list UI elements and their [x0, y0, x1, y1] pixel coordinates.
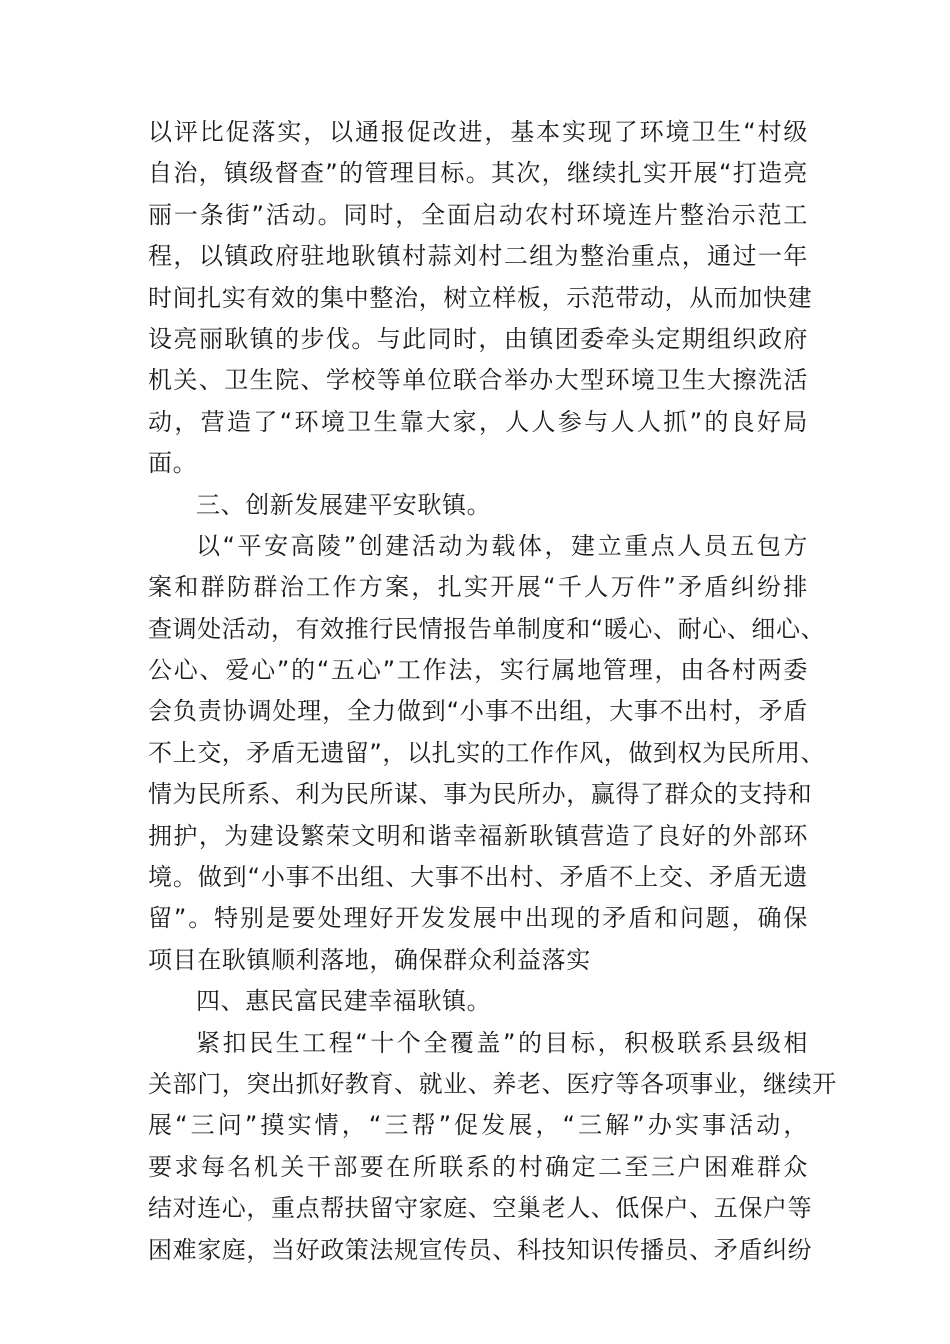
- text-line: 自治，镇级督查”的管理目标。其次，继续扎实开展“打造亮: [148, 159, 808, 188]
- text-line: 展“三问”摸实情，“三帮”促发展，“三解”办实事活动，: [148, 1111, 808, 1140]
- text-line: 设亮丽耿镇的步伐。与此同时，由镇团委牵头定期组织政府: [148, 324, 808, 353]
- text-line: 拥护，为建设繁荣文明和谐幸福新耿镇营造了良好的外部环: [148, 821, 808, 850]
- text-line: 关部门，突出抓好教育、就业、养老、医疗等各项事业，继续开: [148, 1069, 837, 1098]
- text-line: 程，以镇政府驻地耿镇村蒜刘村二组为整治重点，通过一年: [148, 242, 808, 271]
- text-line: 结对连心，重点帮扶留守家庭、空巢老人、低保户、五保户等: [148, 1194, 813, 1223]
- text-line: 时间扎实有效的集中整治，树立样板，示范带动，从而加快建: [148, 283, 813, 312]
- text-line: 以“平安高陵”创建活动为载体，建立重点人员五包方: [196, 531, 808, 560]
- text-line: 以评比促落实，以通报促改进，基本实现了环境卫生“村级: [148, 118, 808, 146]
- text-line: 困难家庭，当好政策法规宣传员、科技知识传播员、矛盾纠纷: [148, 1235, 813, 1264]
- text-line: 动，营造了“环境卫生靠大家，人人参与人人抓”的良好局: [148, 407, 808, 436]
- text-line: 紧扣民生工程“十个全覆盖”的目标，积极联系县级相: [196, 1028, 808, 1057]
- text-line: 会负责协调处理，全力做到“小事不出组，大事不出村，矛盾: [148, 697, 808, 726]
- text-line: 境。做到“小事不出组、大事不出村、矛盾不上交、矛盾无遗: [148, 863, 808, 892]
- text-line: 查调处活动，有效推行民情报告单制度和“暖心、耐心、细心、: [148, 614, 826, 643]
- text-line: 项目在耿镇顺利落地，确保群众利益落实: [148, 945, 591, 974]
- text-line: 案和群防群治工作方案，扎实开展“千人万件”矛盾纠纷排: [148, 573, 808, 602]
- text-line: 公心、爱心”的“五心”工作法，实行属地管理，由各村两委: [148, 656, 808, 685]
- text-line: 丽一条街”活动。同时，全面启动农村环境连片整治示范工: [148, 200, 808, 229]
- text-line: 情为民所系、利为民所谋、事为民所办，赢得了群众的支持和: [148, 780, 813, 809]
- text-line: 要求每名机关干部要在所联系的村确定二至三户困难群众: [148, 1152, 808, 1181]
- text-line: 机关、卫生院、学校等单位联合举办大型环境卫生大擦洗活: [148, 366, 808, 395]
- text-line: 留”。特别是要处理好开发发展中出现的矛盾和问题，确保: [148, 904, 808, 933]
- text-line: 三、创新发展建平安耿镇。: [196, 490, 492, 519]
- document-body-text: [148, 112, 837, 1271]
- text-line: 不上交，矛盾无遗留”，以扎实的工作作风，做到权为民所用、: [148, 738, 826, 767]
- text-line: 四、惠民富民建幸福耿镇。: [196, 987, 492, 1016]
- text-line: 面。: [148, 449, 198, 478]
